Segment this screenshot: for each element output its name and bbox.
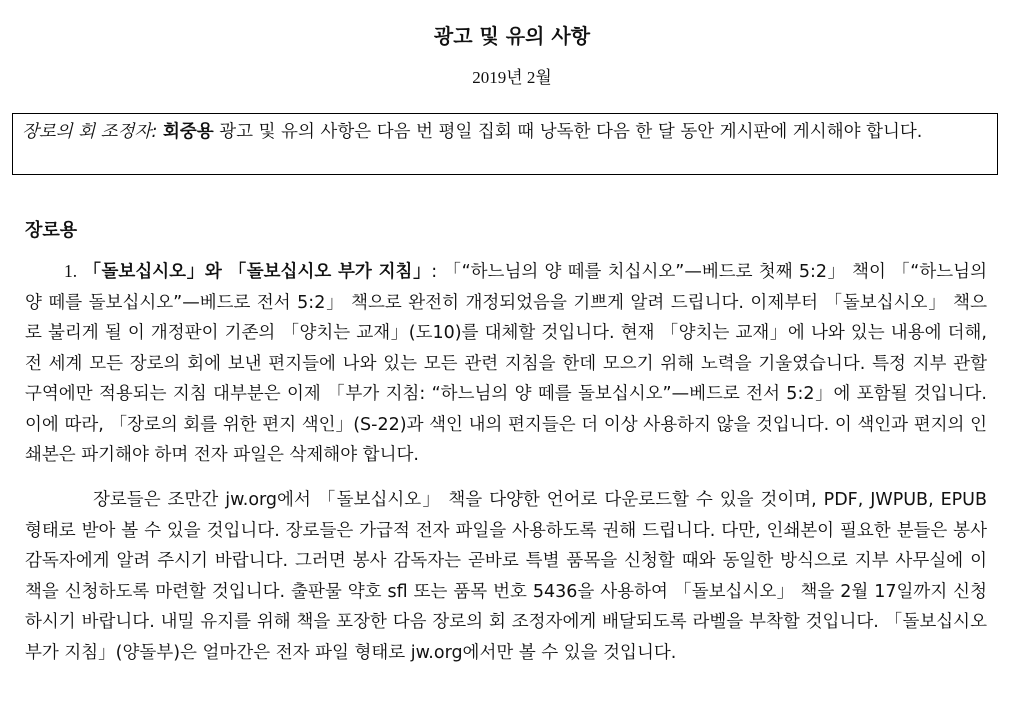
item-body: : 「“하느님의 양 떼를 치십시오”—베드로 첫째 5:2」 책이 「“하느님의 양 떼를 돌보십시오”—베드로 전서 5:2」 책으로 완전히 개정되었음을 기쁘게 알려 드립니다. 이제부터 「돌보십시오」 책으로 불리게 될 이 개정판이 기존의 「양치는 교재」(도10)를 대체할 것입니다. 현재 「양치는 교재」에 나와 있는 내용에 더해, 전 세계 모든 장로의 회에 보낸 편지들에 나와 있는 모든 관련 지침을 한데 모으기 위해 노력을 기울였습니다. 특정 지부 관할 구역에만 적용되는 지침 대부분은 이제 「부가 지침: “하느님의 양 떼를 돌보십시오”—베드로 전서 5:2」에 포함될 것입니다. 이에 따라, 「장로의 회를 위한 편지 색인」(S-22)과 색인 내의 편지들은 더 이상 사용하지 않을 것입니다. 이 색인과 편지의 인쇄본은 파기해야 하며 전자 파일은 삭제해야 합니다. — [25, 262, 987, 465]
notice-audience-label: 회중용 — [162, 122, 214, 142]
item-1-continued-paragraph: 장로들은 조만간 jw.org에서 「돌보십시오」 책을 다양한 언어로 다운로드할 수 있을 것이며, PDF, JWPUB, EPUB 형태로 받아 볼 수 있을 것입니다. 장로들은 가급적 전자 파일을 사용하도록 권해 드립니다. 다만, 인쇄본이 필요한 분들은 봉사 감독자에게 알려 주시기 바랍니다. 그러면 봉사 감독자는 곧바로 특별 품목을 신청할 때와 동일한 방식으로 지부 사무실에 이 책을 신청하도록 마련할 것입니다. 출판물 약호 sfl 또는 품목 번호 5436을 사용하여 「돌보십시오」 책을 2월 17일까지 신청하시기 바랍니다. 내밀 유지를 위해 책을 포장한 다음 장로의 회 조정자에게 배달되도록 라벨을 부착할 것입니다. 「돌보십시오 부가 지침」(양돌부)은 얼마간은 전자 파일 형태로 jw.org에서만 볼 수 있을 것입니다. — [25, 490, 987, 663]
item-number: 1. — [64, 261, 78, 281]
notice-text: 광고 및 유의 사항은 다음 번 평일 집회 때 낭독한 다음 한 달 동안 게시판에 게시해야 합니다. — [213, 122, 923, 142]
coordinator-notice-box — [12, 113, 998, 175]
document-date: 2019년 2월 — [472, 68, 552, 87]
section-heading-elders: 장로용 — [25, 220, 78, 241]
item-heading: 「돌보십시오」와 「돌보십시오 부가 지침」 — [83, 262, 432, 282]
item-1-paragraph — [25, 256, 987, 471]
notice-role-label: 장로의 회 조정자: — [22, 122, 158, 142]
document-title: 광고 및 유의 사항 — [433, 24, 591, 48]
